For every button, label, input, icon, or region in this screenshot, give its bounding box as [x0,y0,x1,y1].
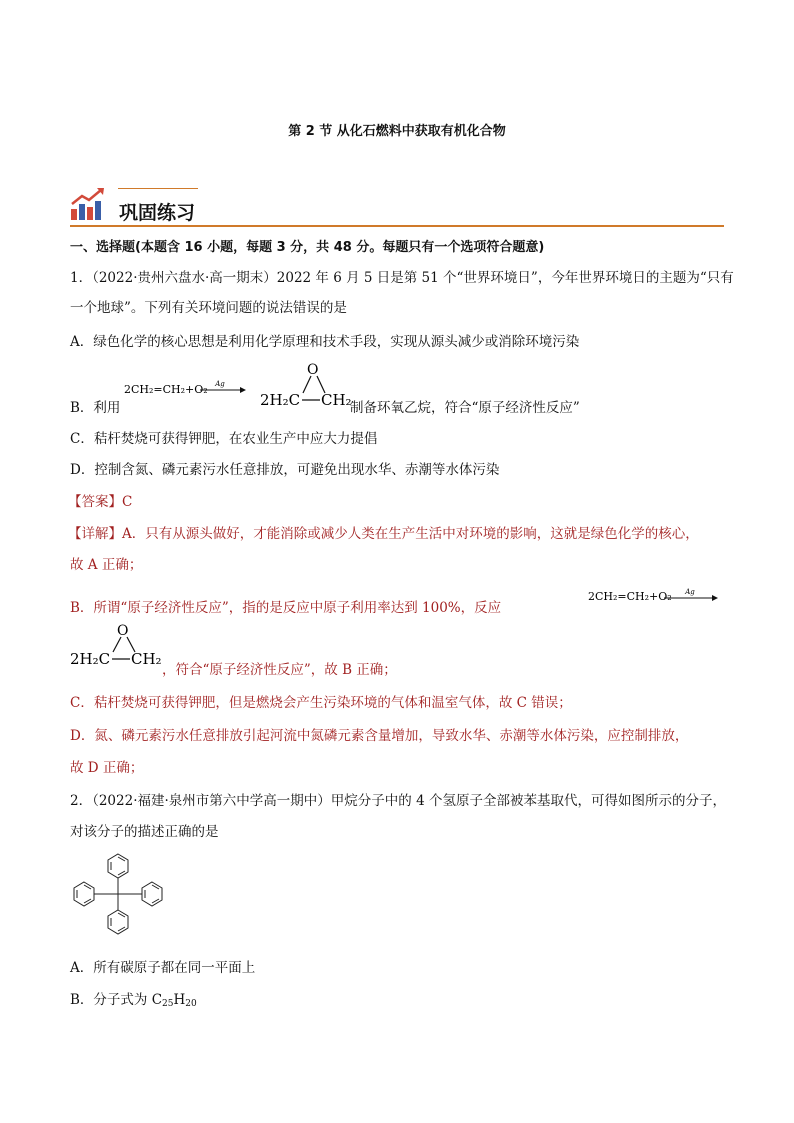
section-rule [70,225,724,227]
svg-text:Ag: Ag [215,380,225,388]
q1-stem-line1: 1．（2022·贵州六盘水·高一期末）2022 年 6 月 5 日是第 51 个“世界环境日”，今年世界环境日的主题为“只有 [70,270,734,286]
svg-text:CH₂: CH₂ [321,391,352,409]
detail-d-line2: 故 D 正确； [70,760,144,776]
q1-option-c: C．秸杆焚烧可获得钾肥，在农业生产中应大力提倡 [70,431,378,447]
bar-chart-icon [70,187,106,221]
detail-a-line2: 故 A 正确； [70,557,143,573]
q2-option-b [70,988,197,1009]
svg-text:2H₂C: 2H₂C [70,650,111,668]
detail-c: C．秸杆焚烧可获得钾肥，但是燃烧会产生污染环境的气体和温室气体，故 C 错误； [70,695,572,711]
q2-formula-sub-h: 20 [185,999,197,1009]
detail-a-line1 [68,522,699,542]
answer-label: 【答案】 [68,494,122,510]
svg-text:2CH₂=CH₂+O₂: 2CH₂=CH₂+O₂ [588,590,672,603]
q2-formula-h: H [173,992,186,1008]
answer-row [68,490,132,510]
detail-a-text: A．只有从源头做好，才能消除或减少人类在生产生活中对环境的影响，这就是绿色化学的核心， [122,526,699,542]
answer-value: C [122,494,133,510]
detail-b-line1: B．所谓“原子经济性反应”，指的是反应中原子利用率达到 100%，反应 [70,600,502,616]
section-title: 巩固练习 [119,202,196,224]
q2-stem-line1: 2．（2022·福建·泉州市第六中学高一期中）甲烷分子中的 4 个氢原子全部被苯基取代，可得如图所示的分子， [70,793,726,809]
page-title: 第 2 节 从化石燃料中获取有机化合物 [288,124,506,139]
detail-b-line2: ，符合“原子经济性反应”，故 B 正确； [162,662,397,678]
q1-option-b-prefix: B．利用 [70,400,121,416]
detail-label: 【详解】 [68,526,122,542]
q1-stem-line2: 一个地球”。下列有关环境问题的说法错误的是 [70,300,347,316]
q1-option-d: D．控制含氮、磷元素污水任意排放，可避免出现水华、赤潮等水体污染 [70,462,500,478]
detail-d-line1: D．氮、磷元素污水任意排放引起河流中氮磷元素含量增加，导致水华、赤潮等水体污染，应控制排放， [70,728,689,744]
detail-b-equation-product [70,624,170,672]
svg-text:2CH₂=CH₂+O₂: 2CH₂=CH₂+O₂ [124,383,208,396]
svg-text:2H₂C: 2H₂C [260,391,301,409]
svg-text:O: O [117,624,129,639]
svg-text:O: O [307,362,319,378]
q2-formula-sub-c: 25 [162,999,174,1009]
q2-option-a: A．所有碳原子都在同一平面上 [70,960,256,976]
q2-stem-line2: 对该分子的描述正确的是 [70,824,219,840]
q1-option-b-suffix: 制备环氧乙烷，符合“原子经济性反应” [350,400,580,416]
q2-option-b-prefix: B．分子式为 C [70,992,163,1008]
section-top-line [118,188,198,189]
q1-reaction-equation [124,360,354,416]
detail-b-equation-reactants [588,584,728,610]
tetraphenylmethane-structure [70,848,166,940]
q1-option-a: A．绿色化学的核心思想是利用化学原理和技术手段，实现从源头减少或消除环境污染 [70,334,580,350]
svg-text:Ag: Ag [685,588,695,596]
svg-text:CH₂: CH₂ [131,650,162,668]
part-header: 一、选择题(本题含 16 小题，每题 3 分，共 48 分。每题只有一个选项符合题意) [70,240,545,255]
